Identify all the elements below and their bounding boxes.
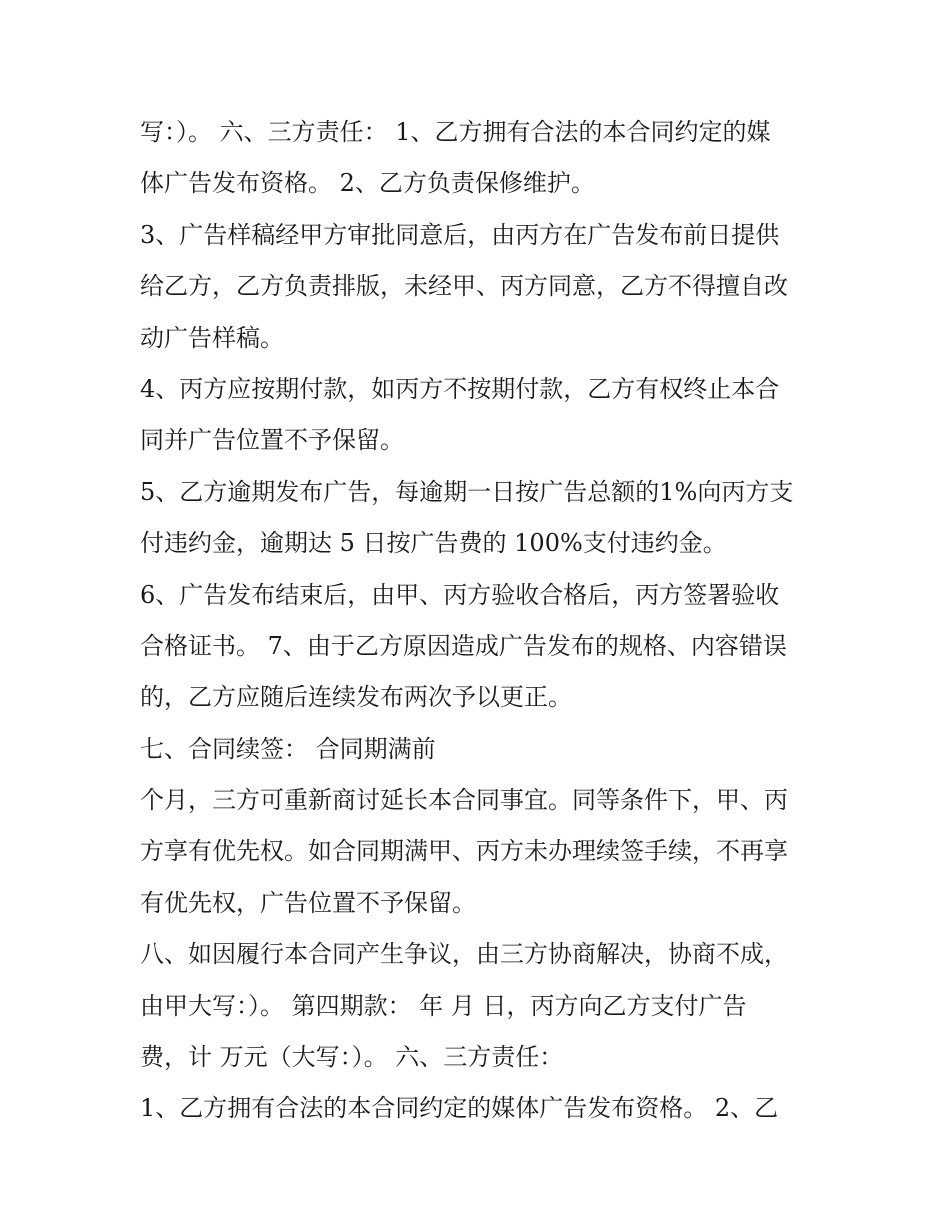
text-line: 七、合同续签： 合同期满前 — [140, 734, 436, 763]
text-line: 给乙方，乙方负责排版，未经甲、丙方同意，乙方不得擅自改 — [140, 272, 788, 301]
text-line: 3、广告样稿经甲方审批同意后，由丙方在广告发布前日提供 — [140, 220, 780, 249]
text-line: 方享有优先权。如合同期满甲、丙方未办理续签手续，不再享 — [140, 837, 788, 866]
text-line: 4、丙方应按期付款，如丙方不按期付款，乙方有权终止本合 — [140, 374, 780, 403]
text-line: 费，计 万元（大写：）。 六、三方责任： — [140, 1043, 564, 1072]
text-line: 6、广告发布结束后，由甲、丙方验收合格后，丙方签署验收 — [140, 580, 780, 609]
text-line: 由甲大写：）。 第四期款： 年 月 日，丙方向乙方支付广告 — [140, 991, 747, 1020]
text-line: 八、如因履行本合同产生争议，由三方协商解决，协商不成， — [140, 940, 788, 969]
text-line: 5、乙方逾期发布广告，每逾期一日按广告总额的1%向丙方支 — [140, 477, 794, 506]
text-line: 的，乙方应随后连续发布两次予以更正。 — [140, 683, 572, 712]
text-line: 动广告样稿。 — [140, 323, 284, 352]
text-line: 有优先权，广告位置不予保留。 — [140, 888, 476, 917]
contract-text-body — [140, 107, 830, 1135]
text-line: 同并广告位置不予保留。 — [140, 426, 404, 455]
text-line: 付违约金，逾期达 5 日按广告费的 100%支付违约金。 — [140, 529, 727, 558]
text-line: 1、乙方拥有合法的本合同约定的媒体广告发布资格。 2、乙 — [140, 1094, 779, 1123]
text-line: 体广告发布资格。 2、乙方负责保修维护。 — [140, 169, 595, 198]
text-line: 个月，三方可重新商讨延长本合同事宜。同等条件下，甲、丙 — [140, 786, 788, 815]
text-line: 写：）。 六、三方责任： 1、乙方拥有合法的本合同约定的媒 — [140, 118, 771, 146]
text-line: 合格证书。 7、由于乙方原因造成广告发布的规格、内容错误 — [140, 631, 787, 660]
